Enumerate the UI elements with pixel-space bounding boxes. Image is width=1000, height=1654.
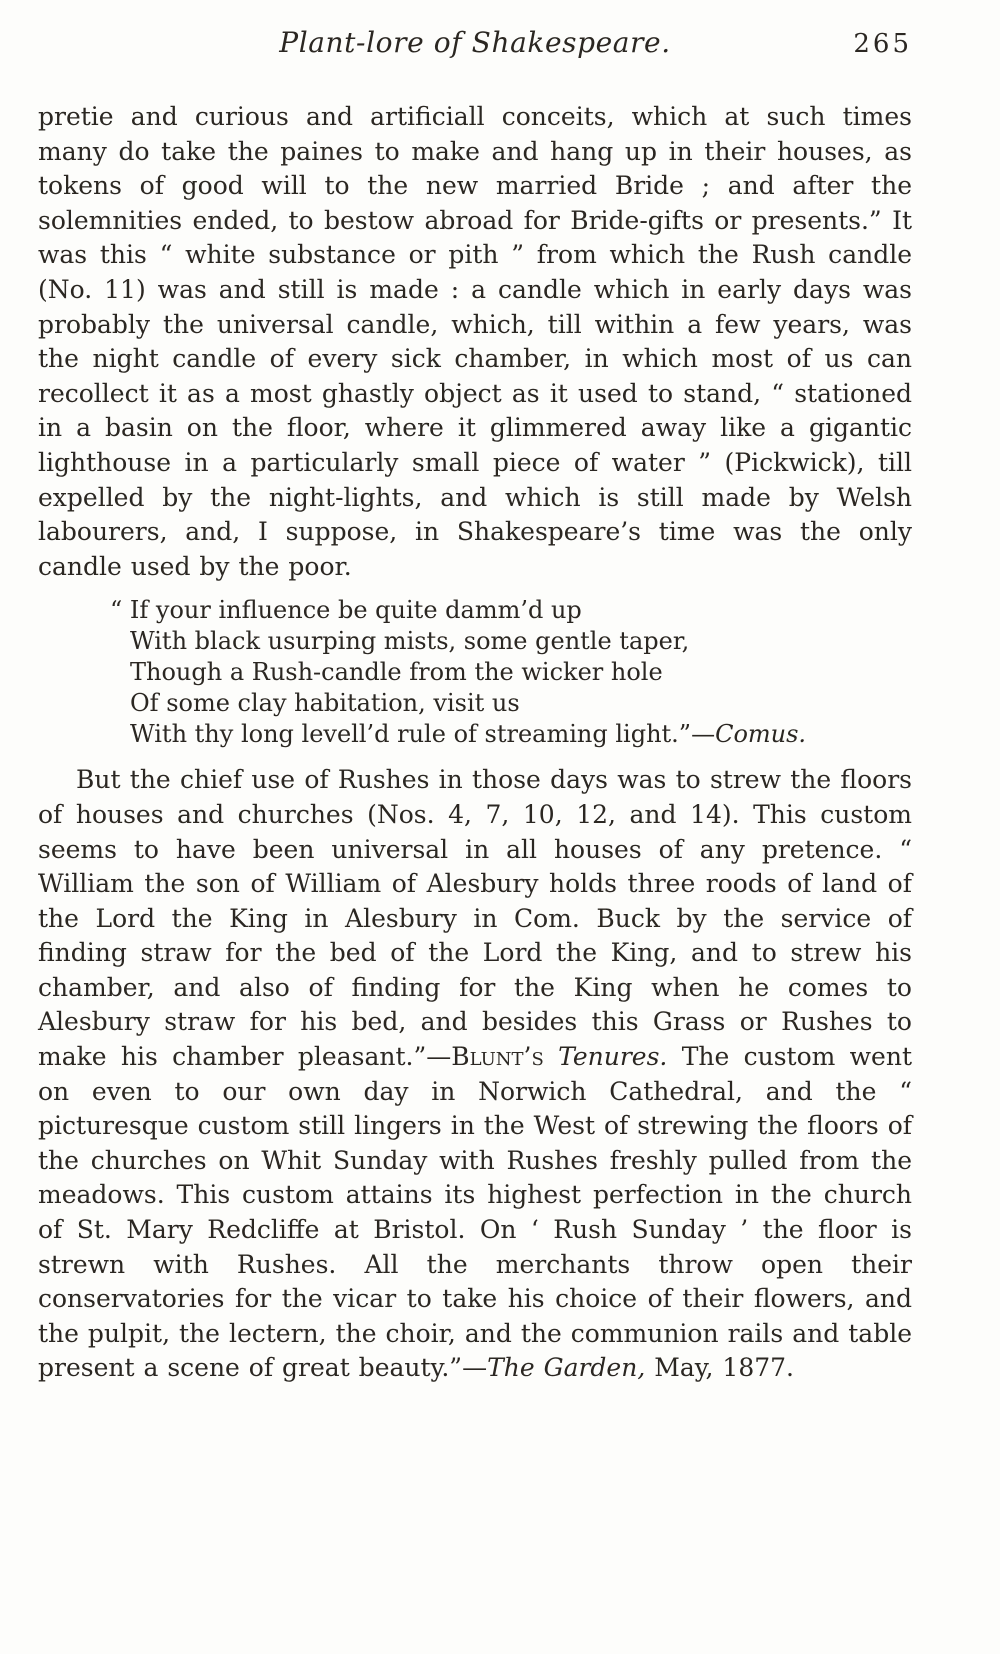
poem-source: Comus. [715, 720, 807, 749]
poem-line: With black usurping mists, some gentle taper, [130, 627, 690, 656]
citation-work: Tenures. [558, 1042, 668, 1072]
citation-periodical: The Garden, [487, 1353, 646, 1383]
paragraph-1: pretie and curious and artificiall conceits, which at such times many do take the paines to make and hang up in their houses, as tokens of good will to the new married Bride ; and after the solemnities ended, to bestow abroad for Bride-gifts or presents.” It was this “ white substance or pith ” from which the Rush candle (No. 11) was and still is made : a candle which in early days was probably the universal candle, which, till within a few years, was the night candle of every sick chamber, in which most of us can recollect it as a most ghastly object as it used to stand, “ stationed in a basin on the floor, where it glimmered away like a gigantic lighthouse in a particularly small piece of water ” (Pickwick), till expelled by the night-lights, and which is still made by Welsh labourers, and, I suppose, in Shakespeare’s time was the only candle used by the poor. [38, 102, 912, 581]
citation-date: May, 1877. [645, 1353, 794, 1383]
page-body [38, 100, 912, 1386]
poem-line [110, 719, 912, 750]
citation-author: Blunt’s [451, 1042, 544, 1072]
poem-line: Of some clay habitation, visit us [130, 689, 520, 718]
poem-line: Though a Rush-candle from the wicker hole [130, 658, 663, 687]
page-number: 265 [853, 29, 912, 59]
poem-quote [110, 595, 912, 750]
page-title: Plant-lore of Shakespeare. [279, 26, 671, 59]
poem-line: “ If your influence be quite damm’d up [110, 596, 582, 625]
paragraph-text: But the chief use of Rushes in those days was to strew the floors of houses and churches (Nos. 4, 7, 10, 12, and 14). This custom seems to have been universal in all houses of any pretence. “ William the son of William of Alesbury holds three roods of land of the Lord the King in Alesbury in Com. Buck by the service of finding straw for the bed of the Lord the King, and to strew his chamber, and also of finding for the King when he comes to Alesbury straw for his bed, and besides this Grass or Rushes to make his chamber pleasant.”— [38, 765, 912, 1072]
poem-line-text: With thy long levell’d rule of streaming light.”— [130, 720, 716, 749]
running-header [38, 26, 912, 70]
paragraph-2 [38, 763, 912, 1386]
paragraph-text: The custom went on even to our own day in Norwich Cathedral, and the “ picturesque custom still lingers in the West of strewing the floors of the churches on Whit Sunday with Rushes freshly pulled from the meadows. This custom attains its highest perfection in the church of St. Mary Redcliffe at Bristol. On ‘ Rush Sunday ’ the floor is strewn with Rushes. All the merchants throw open their conservatories for the vicar to take his choice of their flowers, and the pulpit, the lectern, the choir, and the communion rails and table present a scene of great beauty.”— [38, 1042, 912, 1383]
